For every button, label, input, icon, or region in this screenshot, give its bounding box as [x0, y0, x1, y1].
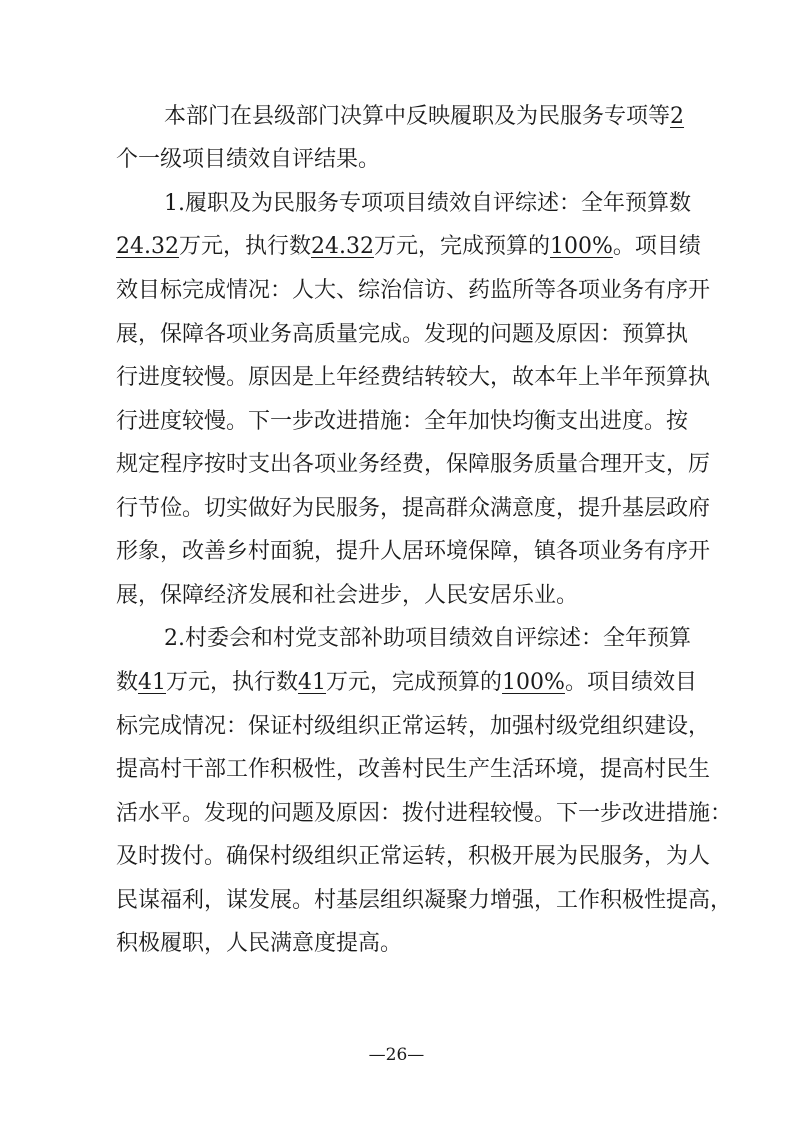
- text-run: 积极履职，人民满意度提高。: [116, 931, 403, 956]
- text-run: 。项目绩效目: [564, 670, 697, 695]
- paragraph-2-line-1: [164, 189, 691, 219]
- paragraph-1-line-1: [164, 102, 684, 132]
- paragraph-3-line-5: [116, 799, 733, 829]
- paragraph-2-line-2: [116, 232, 701, 262]
- text-run: 标完成情况：保证村级组织正常运转，加强村级党组织建设，: [116, 714, 711, 739]
- paragraph-3-line-3: [116, 712, 711, 742]
- text-run: 万元，完成预算的: [373, 234, 550, 259]
- paragraph-3-line-7: [116, 886, 733, 916]
- paragraph-2-line-8: [116, 494, 711, 524]
- text-run: 活水平。发现的问题及原因：拨付进程较慢。下一步改进措施：: [116, 801, 733, 826]
- text-run: 万元，完成预算的: [326, 670, 503, 695]
- text-run: 万元，执行数: [178, 234, 311, 259]
- text-run: 及时拨付。确保村级组织正常运转，积极开展为民服务，为人: [116, 844, 711, 869]
- text-run: 行进度较慢。原因是上年经费结转较大，故本年上半年预算执: [116, 365, 711, 390]
- underlined-number: 24.32: [311, 234, 374, 259]
- text-run: 行节俭。切实做好为民服务，提高群众满意度，提升基层政府: [116, 496, 711, 521]
- paragraph-2-line-5: [116, 363, 711, 393]
- paragraph-1-line-2: [116, 145, 686, 175]
- text-run: 数: [116, 670, 139, 695]
- paragraph-3-line-4: [116, 755, 711, 785]
- underlined-number: 2: [670, 104, 685, 129]
- paragraph-2-line-4: [116, 320, 689, 350]
- text-run: 展，保障经济发展和社会进步，人民安居乐业。: [116, 583, 579, 608]
- text-run: 本部门在县级部门决算中反映履职及为民服务专项等: [164, 104, 671, 129]
- text-run: 。项目绩: [612, 234, 701, 259]
- paragraph-3-line-1: [164, 624, 691, 654]
- page-number: —26—: [368, 1045, 425, 1065]
- text-run: 2.村委会和村党支部补助项目绩效自评综述：全年预算: [164, 626, 691, 651]
- text-run: 提高村干部工作积极性，改善村民生产生活环境，提高村民生: [116, 757, 711, 782]
- underlined-percent: 100%: [502, 670, 565, 695]
- paragraph-3-line-6: [116, 842, 711, 872]
- text-run: 万元，执行数: [166, 670, 299, 695]
- underlined-percent: 100%: [550, 234, 613, 259]
- text-run: 行进度较慢。下一步改进措施：全年加快均衡支出进度。按: [116, 409, 689, 434]
- paragraph-2-line-7: [116, 450, 711, 480]
- text-run: 规定程序按时支出各项业务经费，保障服务质量合理开支，厉: [116, 452, 711, 477]
- underlined-number: 41: [298, 670, 327, 695]
- text-run: 个一级项目绩效自评结果。: [116, 147, 381, 172]
- text-run: 1.履职及为民服务专项项目绩效自评综述：全年预算数: [164, 191, 691, 216]
- underlined-number: 24.32: [116, 234, 179, 259]
- paragraph-2-line-10: [116, 581, 686, 611]
- paragraph-3-line-8: [116, 929, 686, 959]
- paragraph-3-line-2: [116, 668, 697, 698]
- text-run: 民谋福利，谋发展。村基层组织凝聚力增强，工作积极性提高，: [116, 888, 733, 913]
- paragraph-2-line-6: [116, 407, 689, 437]
- paragraph-2-line-9: [116, 537, 711, 567]
- underlined-number: 41: [138, 670, 167, 695]
- text-run: 效目标完成情况：人大、综治信访、药监所等各项业务有序开: [116, 278, 711, 303]
- paragraph-2-line-3: [116, 276, 711, 306]
- text-run: 形象，改善乡村面貌，提升人居环境保障，镇各项业务有序开: [116, 539, 711, 564]
- text-run: 展，保障各项业务高质量完成。发现的问题及原因：预算执: [116, 322, 689, 347]
